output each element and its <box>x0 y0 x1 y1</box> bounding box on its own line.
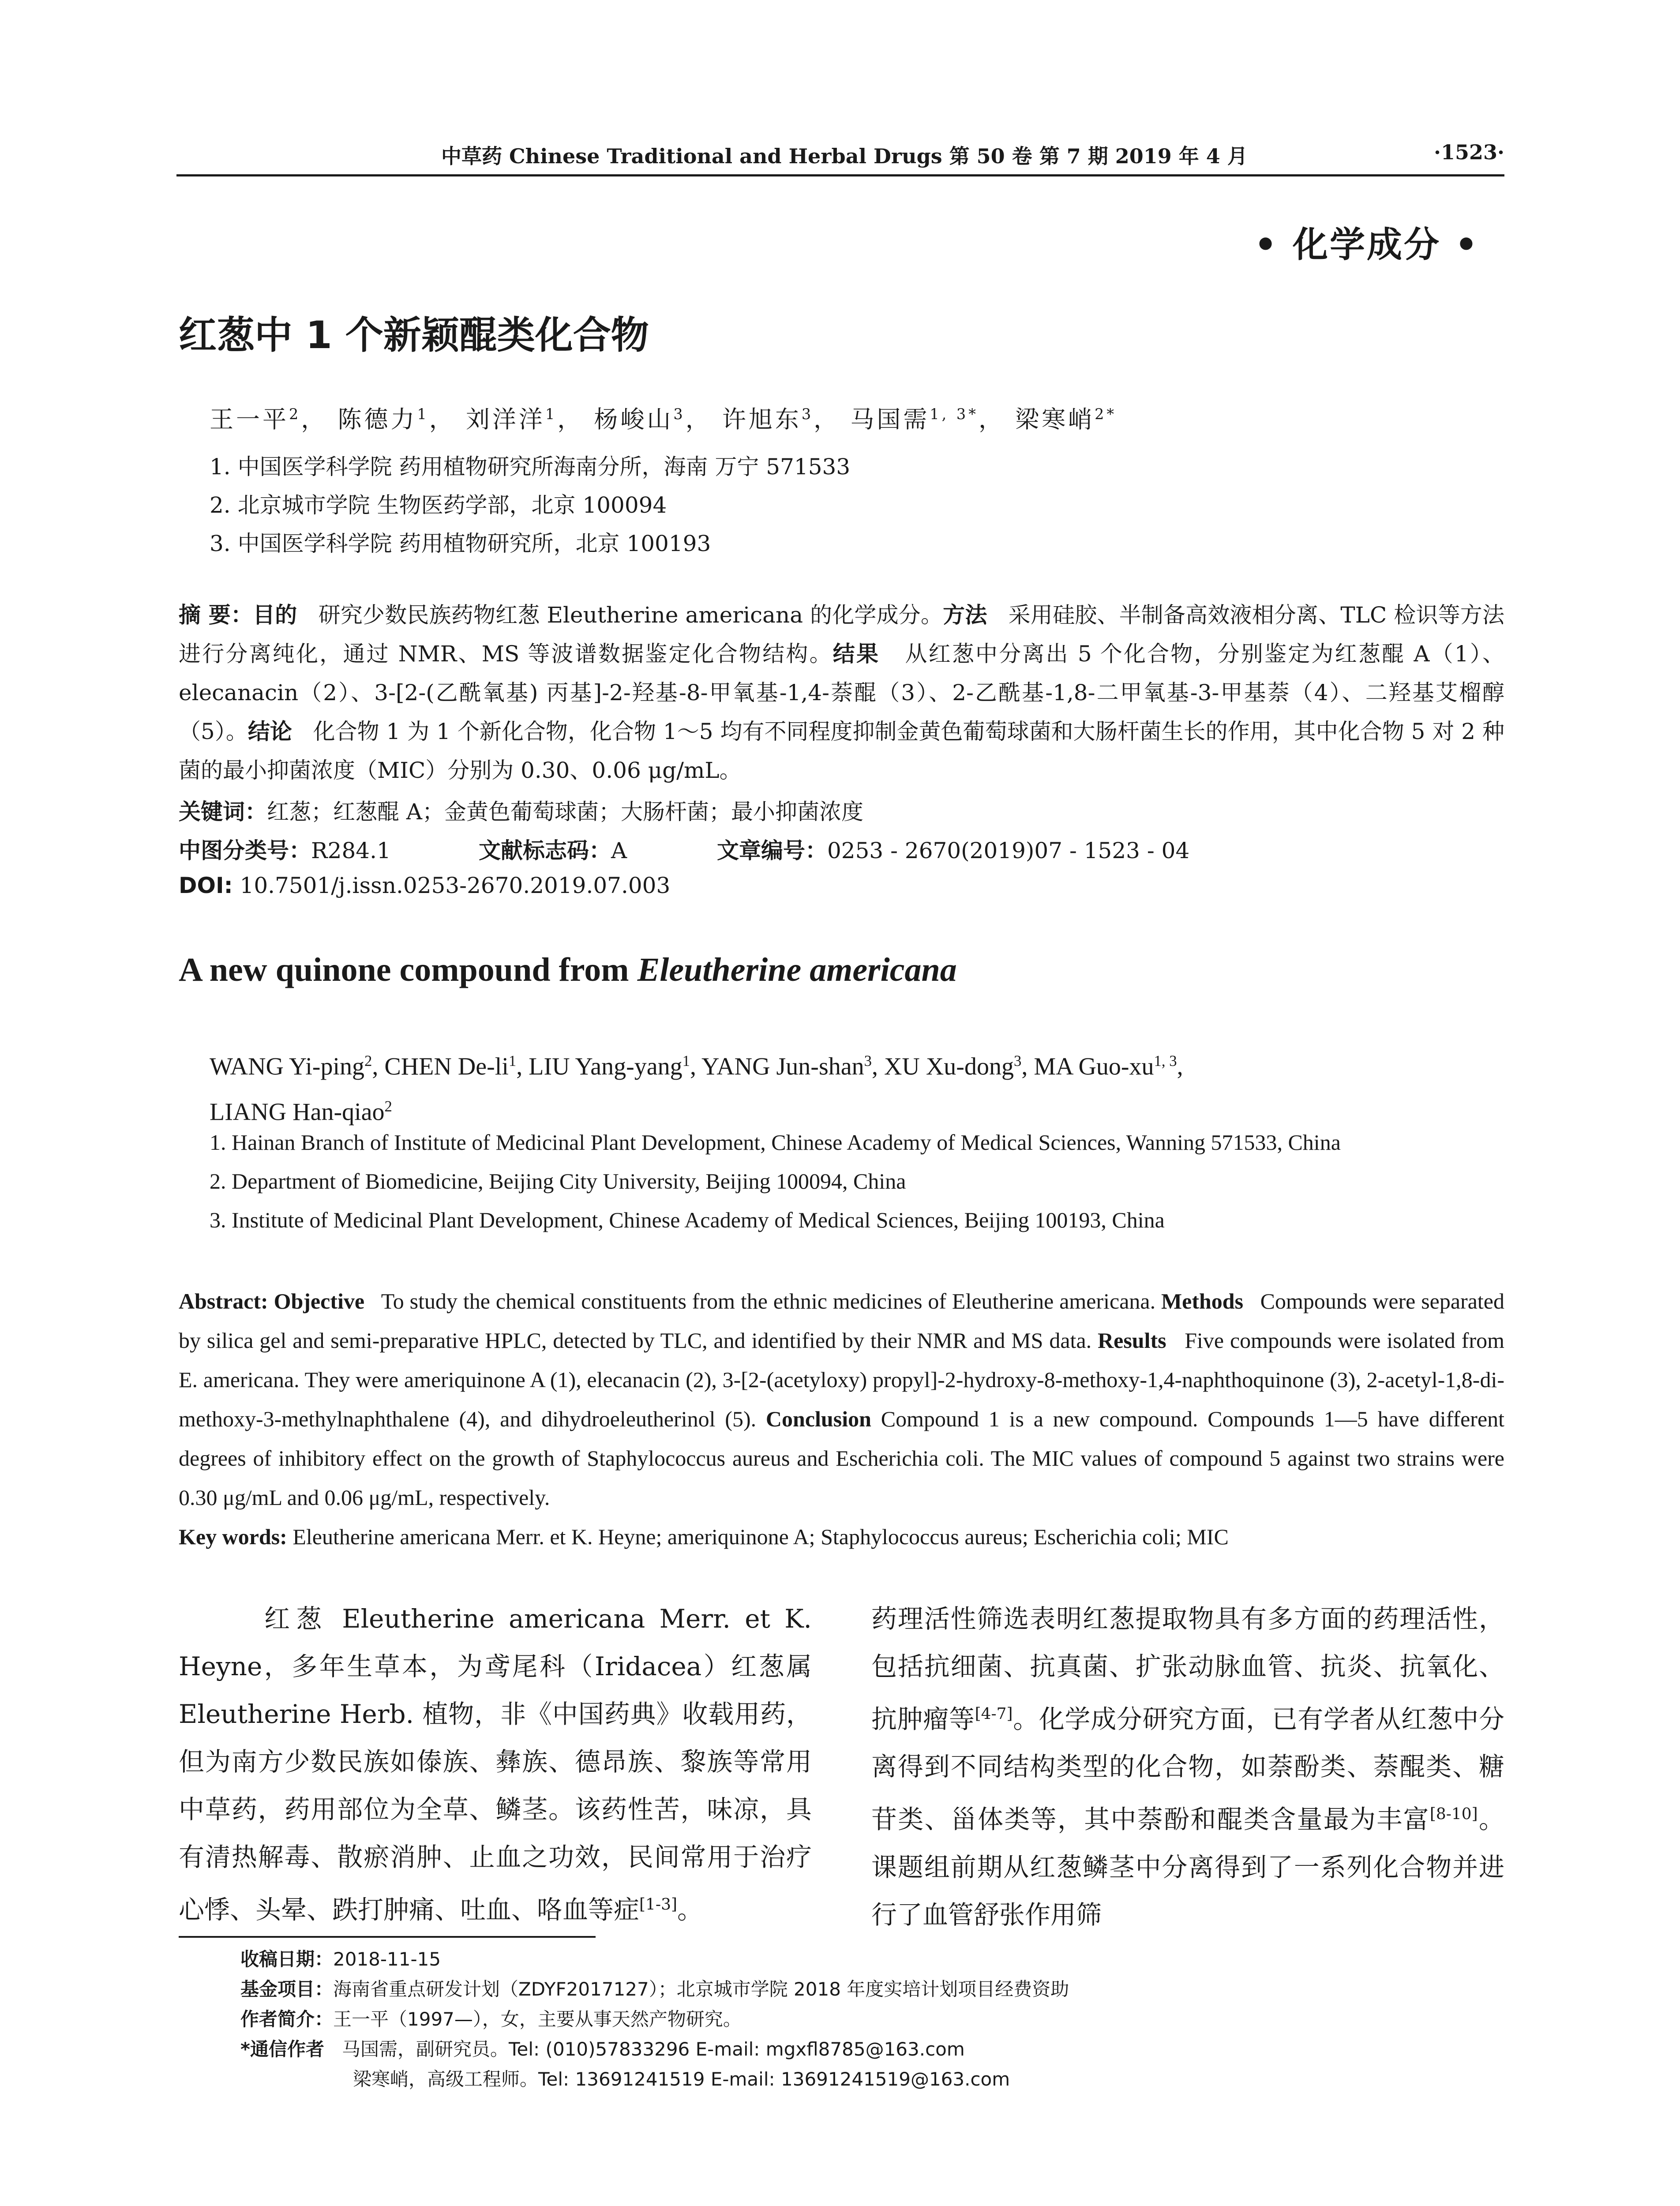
en-authors: WANG Yi-ping$^2$, CHEN $De-li^1$, LIU Yang-yang$^1$, YANG Jun-shan$^3$, XU Xu-dong$^3$, MA Guo-xu$^{1, 3}$, LIANG Han-qiao$^2$ <box>210 1052 1183 1126</box>
author: LIANG Han-qiao <box>210 1098 385 1126</box>
author: YANG Jun-shan <box>701 1053 864 1080</box>
en-title-main: A new quinone compound from <box>179 951 638 988</box>
citation: [1-3] <box>639 1895 677 1913</box>
author-aff: 1, 3 <box>1154 1052 1177 1069</box>
fund-label: 基金项目： <box>240 1978 334 2000</box>
author: 王一平 <box>210 405 289 433</box>
author: XU Xu-dong <box>884 1053 1014 1080</box>
en-conclusion-label: Conclusion <box>765 1407 871 1431</box>
footnote-fund <box>240 1975 1069 2001</box>
cn-affiliation: 1. 中国医学科学院 药用植物研究所海南分所，海南 万宁 571533 <box>210 454 851 480</box>
author-aff: 1 <box>545 405 558 423</box>
cn-authors: 王一平$^2$， 陈德力$^1$， 刘洋洋$^1$， 杨峻山$^3$， 许旭东$^3$， 马国需$^{1, 3*}$， 梁寒峭$^{2*}$ <box>210 405 1117 433</box>
clc-label: 中图分类号： <box>179 838 311 863</box>
en-keywords-label: Key words: <box>179 1524 287 1549</box>
section-label: • 化学成分 • <box>1254 224 1479 265</box>
author-aff: 2 <box>289 405 301 423</box>
author: WANG Yi-ping <box>210 1053 365 1080</box>
en-abstract <box>179 1282 1504 1557</box>
cn-doc-code <box>479 833 627 865</box>
author: 刘洋洋 <box>465 405 545 433</box>
objective-text: 研究少数民族药物红葱 Eleutherine americana 的化学成分。 <box>318 602 943 628</box>
cn-keywords <box>179 794 863 826</box>
footnote-author <box>240 2005 742 2031</box>
received-value: 2018-11-15 <box>333 1948 441 1970</box>
cn-affiliation: 2. 北京城市学院 生物医药学部，北京 100094 <box>210 492 667 518</box>
article-no-value: 0253 - 2670(2019)07 - 1523 - 04 <box>827 838 1190 863</box>
author-aff: 3 <box>801 405 814 423</box>
corr-label: *通信作者 <box>240 2038 324 2060</box>
en-title <box>179 951 957 989</box>
fund-value: 海南省重点研发计划（ZDYF2017127）；北京城市学院 2018 年度实培计划项目经费资助 <box>333 1978 1069 2000</box>
en-abstract-label: Abstract: Objective <box>179 1289 365 1313</box>
journal-line: 中草药 Chinese Traditional and Herbal Drugs 第 50 卷 第 7 期 2019 年 4 月 <box>441 144 1248 168</box>
author-aff: 2 <box>364 1052 372 1069</box>
author: MA Guo-xu <box>1034 1053 1154 1080</box>
author-aff: 1, 3* <box>930 405 979 423</box>
footnote-rule <box>179 1936 596 1938</box>
running-header <box>176 140 1504 176</box>
cn-title: 红葱中 1 个新颖醌类化合物 <box>179 313 649 357</box>
en-results-text: Five compounds were isolated from E. americana. They were ameriquinone A (1), elecanacin (2), 3-[2-(acetyloxy) propyl]-2-hydroxy-8-methoxy-1,4-naphthoquinone (3), 2-acetyl-1,8-di-methoxy-3-methylnaphthalene (4), and dihydroeleutherinol (5). <box>179 1328 1504 1431</box>
en-title-species: Eleutherine americana <box>637 951 957 988</box>
cn-abstract <box>179 596 1504 790</box>
cn-classification <box>179 833 391 865</box>
author: 陈德力 <box>338 405 417 433</box>
author-aff: 3 <box>864 1052 872 1069</box>
objective-label: 目的 <box>253 602 297 628</box>
body-left-text: 红葱 Eleutherine americana Merr. et K. Heyne，多年生草本，为鸢尾科（Iridacea）红葱属 Eleutherine Herb. 植物，非《中国药典》收载用药，但为南方少数民族如傣族、彝族、德昂族、黎族等常用中草药，药用部位为全草、鳞茎。该药性苦，味凉，具有清热解毒、散瘀消肿、止血之功效，民间常用于治疗心悸、头晕、跌打肿痛、吐血、咯血等症 <box>179 1604 812 1925</box>
header-rule <box>176 174 1504 176</box>
body-right-text-b: 。化学成分研究方面，已有学者从红葱中分离得到不同结构类型的化合物，如萘酚类、萘醌类、糖苷类、甾体类等，其中萘酚和醌类含量最为丰富 <box>871 1704 1504 1835</box>
cn-doi <box>179 873 670 898</box>
en-affiliation: 1. Hainan Branch of Institute of Medicinal Plant Development, Chinese Academy of Medical Sciences, Wanning 571533, China <box>210 1130 1341 1155</box>
footnote-correspondence <box>240 2035 965 2061</box>
results-label: 结果 <box>832 641 880 667</box>
en-affiliation: 2. Department of Biomedicine, Beijing City University, Beijing 100094, China <box>210 1169 906 1193</box>
author-aff: 3 <box>673 405 686 423</box>
body-right-text-c: 。课题组前期从红葱鳞茎中分离得到了一系列化合物并进行了血管舒张作用筛 <box>871 1804 1504 1930</box>
abstract-label: 摘 要： <box>179 602 253 628</box>
en-keywords-text: Eleutherine americana Merr. et K. Heyne; ameriquinone A; Staphylococcus aureus; Escherichia coli; MIC <box>292 1524 1229 1549</box>
page-number: ·1523· <box>1433 140 1504 164</box>
citation: [4-7] <box>975 1705 1013 1723</box>
en-objective-text: To study the chemical constituents from the ethnic medicines of Eleutherine americana. <box>381 1289 1156 1313</box>
author-aff: 2* <box>1095 405 1117 423</box>
author: 杨峻山 <box>594 405 674 433</box>
keywords-label: 关键词： <box>179 799 267 825</box>
doi-label: DOI: <box>179 873 233 898</box>
en-affiliation: 3. Institute of Medicinal Plant Development, Chinese Academy of Medical Sciences, Beijing 100193, China <box>210 1208 1165 1232</box>
en-methods-text: Compounds were separated by silica gel and semi-preparative HPLC, detected by TLC, and identified by their NMR and MS data. <box>179 1289 1504 1353</box>
author: LIU Yang-yang <box>529 1053 682 1080</box>
article-no-label: 文章编号： <box>717 838 827 863</box>
author-intro-value: 王一平（1997—），女，主要从事天然产物研究。 <box>333 2008 742 2030</box>
author-aff: 1 <box>508 1052 517 1069</box>
en-conclusion-text: Compound 1 is a new compound. Compounds 1—5 have different degrees of inhibitory effect on the growth of Staphylococcus aureus and Escherichia coli. The MIC values of compound 5 against two strains were 0.30 μg/mL and 0.06 μg/mL, respectively. <box>179 1407 1505 1510</box>
author-aff: 1 <box>682 1052 690 1069</box>
body-right-text-a: 药理活性筛选表明红葱提取物具有多方面的药理活性，包括抗细菌、抗真菌、扩张动脉血管、抗炎、抗氧化、抗肿瘤等 <box>871 1604 1504 1734</box>
footnote-correspondence-2: 梁寒峭，高级工程师。Tel: 13691241519 E-mail: 13691241519@163.com <box>353 2068 1010 2090</box>
en-methods-label: Methods <box>1161 1289 1244 1313</box>
doi-value: 10.7501/j.issn.0253-2670.2019.07.003 <box>240 873 671 898</box>
body-column-left <box>179 1595 812 1933</box>
conclusion-label: 结论 <box>248 719 292 744</box>
body-left-end: 。 <box>677 1895 703 1925</box>
corr-1: 马国需，副研究员。Tel: (010)57833296 E-mail: mgxfl8785@163.com <box>342 2038 965 2060</box>
author-intro-label: 作者简介： <box>240 2008 334 2030</box>
conclusion-text: 化合物 1 为 1 个新化合物，化合物 1～5 均有不同程度抑制金黄色葡萄球菌和大肠杆菌生长的作用，其中化合物 5 对 2 种菌的最小抑菌浓度（MIC）分别为 0.30、0.06 μg/mL。 <box>179 719 1505 783</box>
author: CHEN De-li <box>384 1053 509 1080</box>
en-results-label: Results <box>1098 1328 1166 1353</box>
author-aff: 1 <box>417 405 429 423</box>
footnote-received <box>240 1945 441 1971</box>
cn-affiliation: 3. 中国医学科学院 药用植物研究所，北京 100193 <box>210 531 711 556</box>
author: 许旭东 <box>722 405 802 433</box>
author-aff: 3 <box>1013 1052 1022 1069</box>
cn-article-no <box>717 833 1189 865</box>
author-aff: 2 <box>384 1097 392 1115</box>
keywords-text: 红葱；红葱醌 A；金黄色葡萄球菌；大肠杆菌；最小抑菌浓度 <box>267 799 864 825</box>
clc-value: R284.1 <box>311 838 391 863</box>
citation: [8-10] <box>1429 1805 1478 1823</box>
results-text: 从红葱中分离出 5 个化合物，分别鉴定为红葱醌 A（1）、elecanacin（2）、3-[2-(乙酰氧基) 丙基]-2-羟基-8-甲氧基-1,4-萘醌（3）、2-乙酰基-1,8-二甲氧基-3-甲基萘（4）、二羟基艾榴醇（5）。 <box>179 641 1505 744</box>
author: 梁寒峭 <box>1015 405 1095 433</box>
doc-code-value: A <box>611 838 627 863</box>
author: 马国需 <box>850 405 930 433</box>
body-column-right <box>871 1595 1504 1939</box>
methods-label: 方法 <box>943 602 987 628</box>
received-label: 收稿日期： <box>240 1948 334 1970</box>
doc-code-label: 文献标志码： <box>479 838 611 863</box>
methods-text: 采用硅胶、半制备高效液相分离、TLC 检识等方法进行分离纯化，通过 NMR、MS 等波谱数据鉴定化合物结构。 <box>179 602 1504 667</box>
